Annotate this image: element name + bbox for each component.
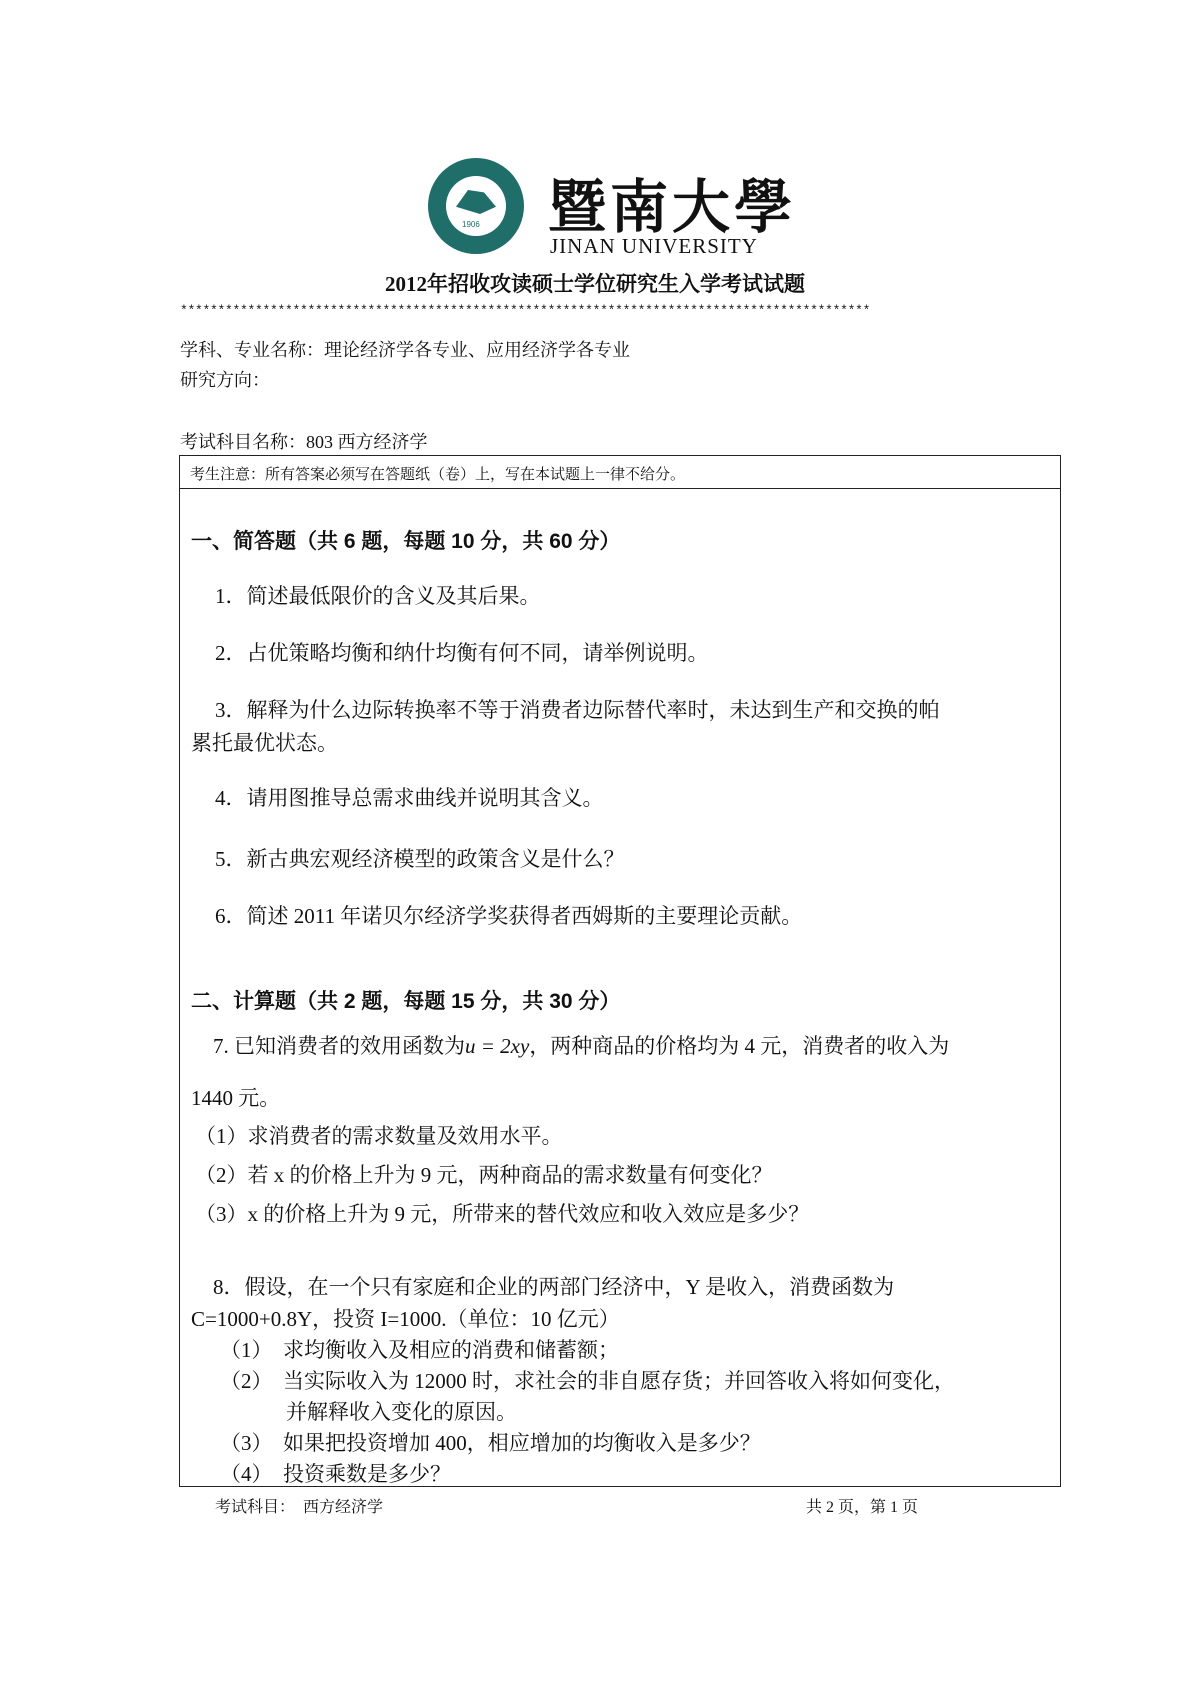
notice-text: 考生注意：所有答案必须写在答题纸（卷）上，写在本试题上一律不给分。 (190, 467, 686, 483)
question-8: 8．假设，在一个只有家庭和企业的两部门经济中，Y 是收入，消费函数为 (213, 1275, 895, 1299)
section1-heading: 一、简答题（共 6 题，每题 10 分，共 60 分） (191, 530, 621, 553)
question-7-3: （3）x 的价格上升为 9 元，所带来的替代效应和收入效应是多少？ (195, 1202, 810, 1226)
utility-formula: u = 2xy (465, 1034, 530, 1058)
direction-line: 研究方向： (180, 370, 270, 390)
question-5: 5．新古典宏观经济模型的政策含义是什么？ (215, 847, 625, 871)
university-name-cn: 暨南大學 (548, 173, 797, 241)
question-7-2: （2）若 x 的价格上升为 9 元，两种商品的需求数量有何变化？ (195, 1163, 773, 1187)
question-8-4: （4） 投资乘数是多少？ (220, 1462, 451, 1486)
ship-icon (456, 190, 496, 214)
exam-title: 2012年招收攻读硕士学位研究生入学考试试题 (385, 272, 805, 296)
question-7-cont: 1440 元。 (191, 1086, 281, 1110)
question-2: 2．占优策略均衡和纳什均衡有何不同，请举例说明。 (215, 641, 709, 665)
section2-heading: 二、计算题（共 2 题，每题 15 分，共 30 分） (191, 990, 621, 1013)
divider-stars: ******************************************************************************************** (180, 303, 871, 318)
question-8-1: （1） 求均衡收入及相应的消费和储蓄额； (220, 1338, 619, 1362)
university-seal-logo: 1906 (428, 158, 524, 254)
subject-line: 考试科目名称：803 西方经济学 (180, 432, 428, 452)
question-8-cont: C=1000+0.8Y，投资 I=1000.（单位：10 亿元） (191, 1307, 620, 1331)
footer-page: 共 2 页，第 1 页 (806, 1499, 919, 1516)
q7-text: 7. 已知消费者的效用函数为 (213, 1034, 465, 1058)
question-8-3: （3） 如果把投资增加 400，相应增加的均衡收入是多少？ (220, 1431, 761, 1455)
notice-row (180, 456, 1060, 489)
question-3: 3．解释为什么边际转换率不等于消费者边际替代率时，未达到生产和交换的帕 (215, 698, 940, 722)
question-8-2: （2） 当实际收入为 12000 时，求社会的非自愿存货；并回答收入将如何变化， (220, 1369, 955, 1393)
question-6: 6．简述 2011 年诺贝尔经济学奖获得者西姆斯的主要理论贡献。 (215, 904, 803, 928)
question-3-cont: 累托最优状态。 (191, 731, 338, 755)
question-8-2-cont: 并解释收入变化的原因。 (286, 1400, 517, 1424)
question-7-1: （1）求消费者的需求数量及效用水平。 (195, 1124, 563, 1148)
question-7 (213, 1030, 949, 1060)
question-1: 1．简述最低限价的含义及其后果。 (215, 584, 541, 608)
q7-text-2: ，两种商品的价格均为 4 元，消费者的收入为 (529, 1034, 950, 1058)
major-line: 学科、专业名称：理论经济学各专业、应用经济学各专业 (180, 340, 630, 360)
question-4: 4．请用图推导总需求曲线并说明其含义。 (215, 786, 604, 810)
footer-subject: 考试科目： 西方经济学 (215, 1499, 384, 1516)
university-name-en: JINAN UNIVERSITY (550, 234, 758, 258)
